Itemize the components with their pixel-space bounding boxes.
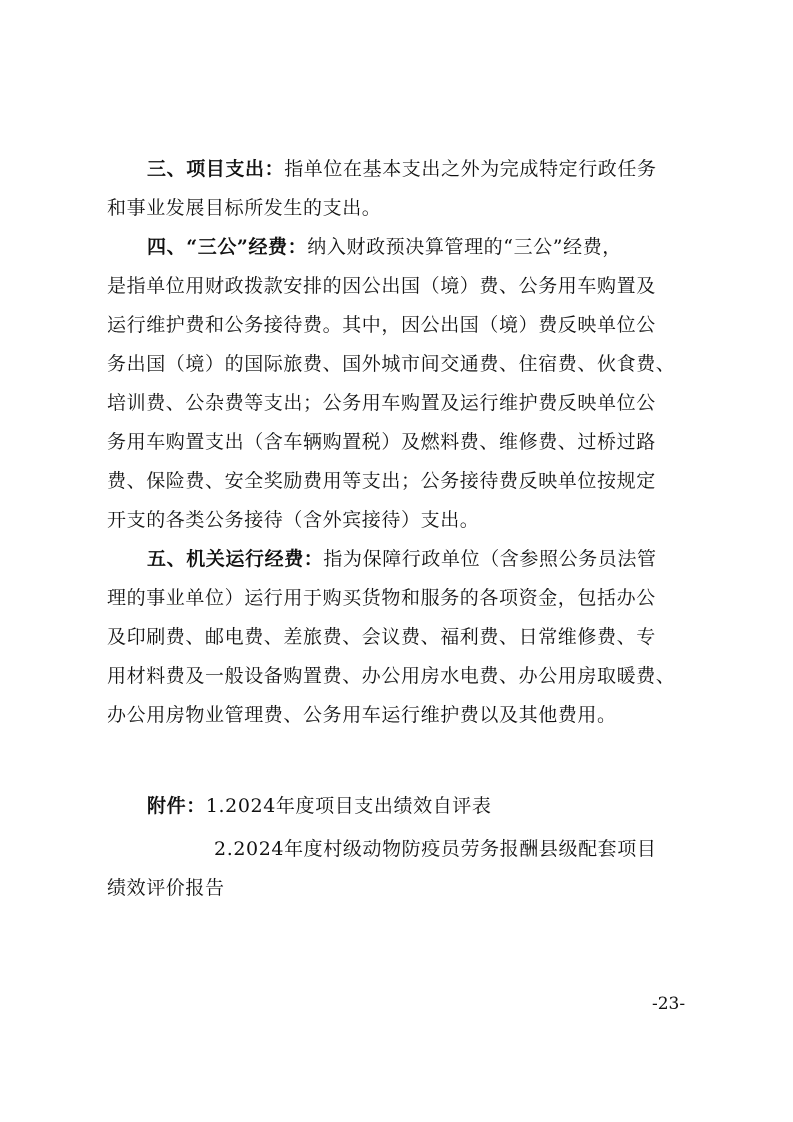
page-number: -23- [652,994,686,1014]
attachment-title: 1.2024年度项目支出绩效自评表 [205,795,492,817]
paragraph-line: 办公用房物业管理费、公务用车运行维护费以及其他费用。 [107,704,617,726]
section-operating-expenses [107,540,687,735]
section-heading: 五、机关运行经费： [147,548,324,570]
section-heading: 三、项目支出： [147,158,285,180]
paragraph-line: 理的事业单位）运行用于购买货物和服务的各项资金，包括办公 [107,587,656,609]
paragraph-line: 务用车购置支出（含车辆购置税）及燃料费、维修费、过桥过路 [107,431,656,453]
paragraph-text: 纳入财政预决算管理的“三公”经费， [307,236,622,258]
section-project-expenditure [107,150,687,228]
paragraph-line: 开支的各类公务接待（含外宾接待）支出。 [107,509,480,531]
paragraph-line: 务出国（境）的国际旅费、国外城市间交通费、住宿费、伙食费、 [107,353,676,375]
section-three-public-expenses [107,228,687,540]
paragraph-line [107,150,687,189]
paragraph-text: 指为保障行政单位（含参照公务员法管 [323,548,657,570]
paragraph-line: 及印刷费、邮电费、差旅费、会议费、福利费、日常维修费、专 [107,626,656,648]
paragraph-line: 是指单位用财政拨款安排的因公出国（境）费、公务用车购置及 [107,275,656,297]
paragraph-line: 费、保险费、安全奖励费用等支出；公务接待费反映单位按规定 [107,470,656,492]
paragraph-line: 运行维护费和公务接待费。其中，因公出国（境）费反映单位公 [107,314,656,336]
attachment-item-1 [147,787,492,826]
attachment-label: 附件： [147,795,206,817]
paragraph-text: 指单位在基本支出之外为完成特定行政任务 [284,158,657,180]
paragraph-line: 和事业发展目标所发生的支出。 [107,197,382,219]
paragraph-line: 用材料费及一般设备购置费、办公用房水电费、办公用房取暖费、 [107,665,676,687]
section-heading: 四、“三公”经费： [147,236,308,258]
attachment-title-continued: 绩效评价报告 [107,877,225,899]
attachment-item-2 [107,830,656,908]
paragraph-line [107,540,687,579]
attachment-title: 2.2024年度村级动物防疫员劳务报酬县级配套项目 [214,838,657,860]
paragraph-line [107,228,687,267]
paragraph-line: 培训费、公杂费等支出；公务用车购置及运行维护费反映单位公 [107,392,656,414]
